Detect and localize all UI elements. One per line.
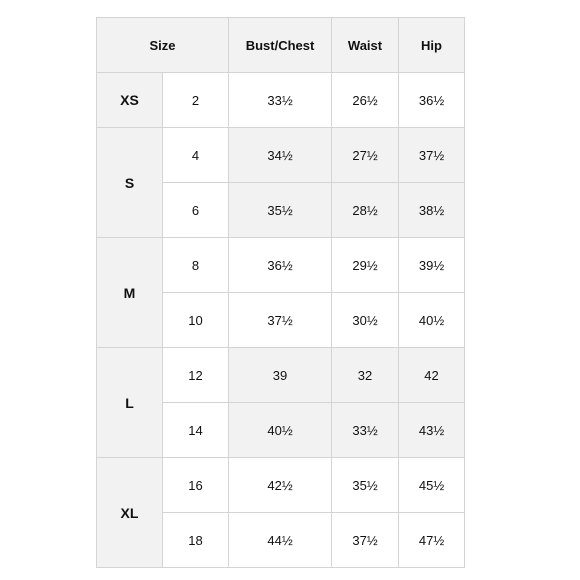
size-letter-l: L xyxy=(97,348,163,458)
waist-value: 28½ xyxy=(332,183,399,238)
bust-value: 36½ xyxy=(229,238,332,293)
table-row xyxy=(97,458,465,513)
size-number: 16 xyxy=(163,458,229,513)
header-waist: Waist xyxy=(332,18,399,73)
size-chart-table xyxy=(96,17,465,568)
bust-value: 35½ xyxy=(229,183,332,238)
waist-value: 37½ xyxy=(332,513,399,568)
hip-value: 36½ xyxy=(399,73,465,128)
waist-value: 29½ xyxy=(332,238,399,293)
waist-value: 32 xyxy=(332,348,399,403)
table-row xyxy=(97,128,465,183)
header-size: Size xyxy=(97,18,229,73)
hip-value: 45½ xyxy=(399,458,465,513)
hip-value: 37½ xyxy=(399,128,465,183)
waist-value: 35½ xyxy=(332,458,399,513)
table-row xyxy=(97,348,465,403)
table-row xyxy=(97,73,465,128)
size-number: 2 xyxy=(163,73,229,128)
waist-value: 30½ xyxy=(332,293,399,348)
waist-value: 26½ xyxy=(332,73,399,128)
size-number: 6 xyxy=(163,183,229,238)
bust-value: 33½ xyxy=(229,73,332,128)
header-row xyxy=(97,18,465,73)
size-number: 8 xyxy=(163,238,229,293)
size-number: 18 xyxy=(163,513,229,568)
bust-value: 34½ xyxy=(229,128,332,183)
header-bust-chest: Bust/Chest xyxy=(229,18,332,73)
hip-value: 47½ xyxy=(399,513,465,568)
size-letter-xs: XS xyxy=(97,73,163,128)
hip-value: 43½ xyxy=(399,403,465,458)
waist-value: 27½ xyxy=(332,128,399,183)
bust-value: 42½ xyxy=(229,458,332,513)
hip-value: 38½ xyxy=(399,183,465,238)
hip-value: 39½ xyxy=(399,238,465,293)
size-letter-m: M xyxy=(97,238,163,348)
hip-value: 42 xyxy=(399,348,465,403)
size-number: 4 xyxy=(163,128,229,183)
waist-value: 33½ xyxy=(332,403,399,458)
hip-value: 40½ xyxy=(399,293,465,348)
table-row xyxy=(97,238,465,293)
bust-value: 39 xyxy=(229,348,332,403)
size-letter-xl: XL xyxy=(97,458,163,568)
bust-value: 44½ xyxy=(229,513,332,568)
size-number: 14 xyxy=(163,403,229,458)
bust-value: 40½ xyxy=(229,403,332,458)
header-hip: Hip xyxy=(399,18,465,73)
size-letter-s: S xyxy=(97,128,163,238)
size-number: 10 xyxy=(163,293,229,348)
bust-value: 37½ xyxy=(229,293,332,348)
size-number: 12 xyxy=(163,348,229,403)
